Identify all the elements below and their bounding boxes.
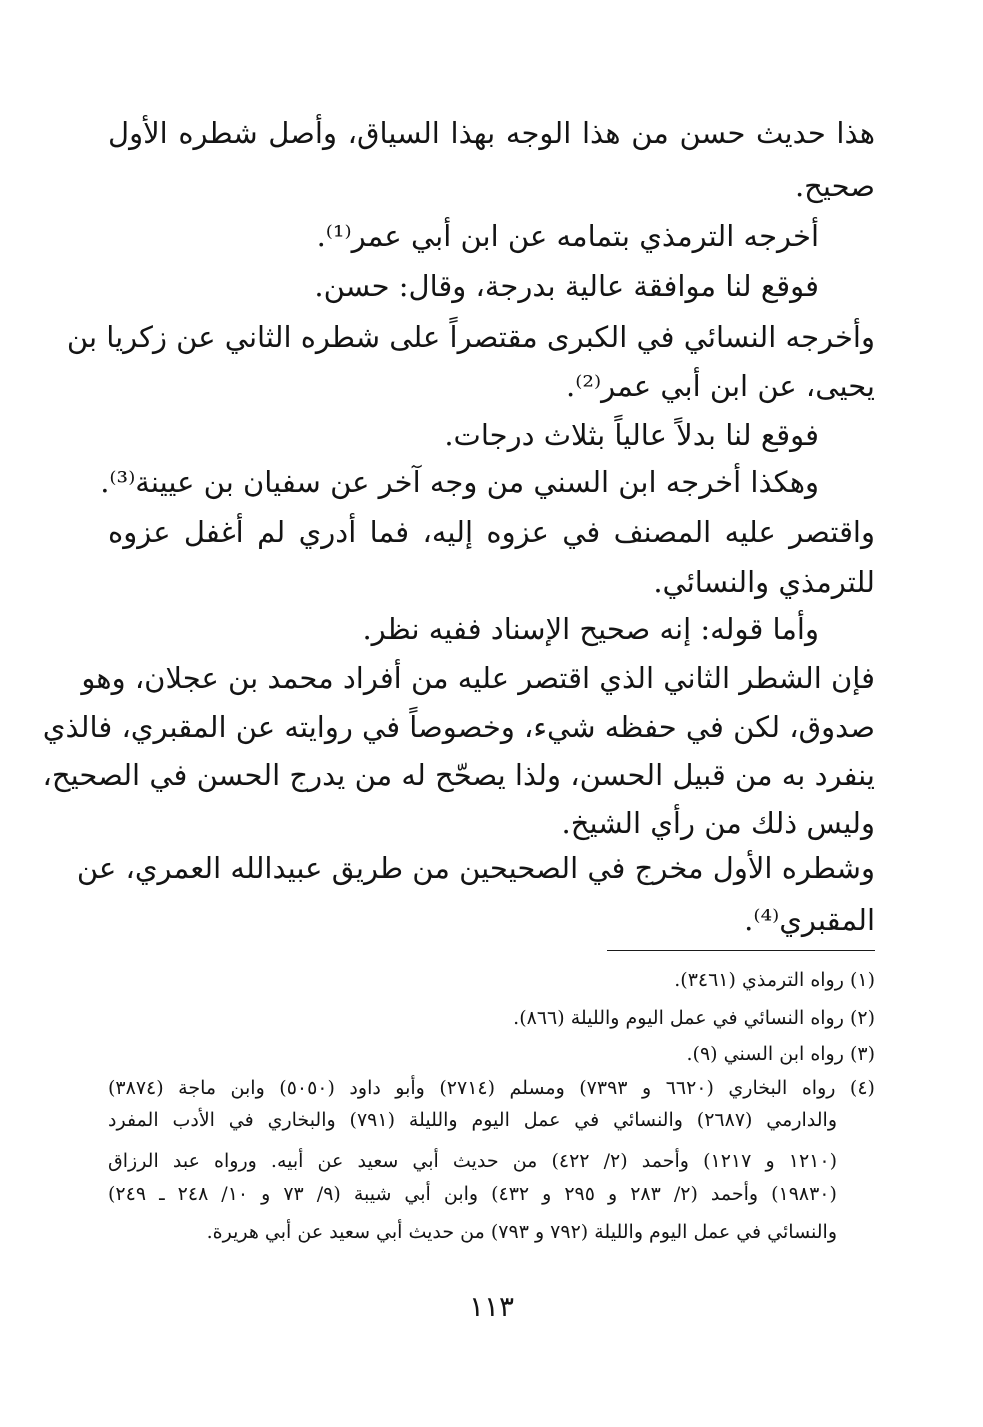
footnote-4-line-3: (١٢١٠ و ١٢١٧) وأحمد (٢/ ٤٢٢) من حديث أبي سعيد عن أبيه. ورواه عبد الرزاق <box>108 1150 837 1172</box>
footnote-separator <box>607 950 875 951</box>
body-line-8: وهكذا أخرجه ابن السني من وجه آخر عن سفيان بن عيينة⁽³⁾. <box>100 465 819 499</box>
body-line-11: وأما قوله: إنه صحيح الإسناد ففيه نظر. <box>362 612 819 646</box>
footnote-2: (٢) رواه النسائي في عمل اليوم والليلة (٨٦٦). <box>513 1007 875 1029</box>
footnote-3: (٣) رواه ابن السني (٩). <box>686 1043 875 1065</box>
body-line-3: أخرجه الترمذي بتمامه عن ابن أبي عمر⁽¹⁾. <box>316 219 819 253</box>
body-line-4: فوقع لنا موافقة عالية بدرجة، وقال: حسن. <box>314 269 819 303</box>
body-line-6: يحيى، عن ابن أبي عمر⁽²⁾. <box>565 369 875 403</box>
body-line-14: ينفرد به من قبيل الحسن، ولذا يصحّح له من يدرج الحسن في الصحيح، <box>42 758 875 792</box>
body-line-16: وشطره الأول مخرج في الصحيحين من طريق عبيدالله العمري، عن <box>76 851 875 885</box>
body-line-15: وليس ذلك من رأي الشيخ. <box>561 806 875 840</box>
body-line-9: واقتصر عليه المصنف في عزوه إليه، فما أدري لم أغفل عزوه <box>108 515 875 549</box>
footnote-4-line-2: والدارمي (٢٦٨٧) والنسائي في عمل اليوم والليلة (٧٩١) والبخاري في الأدب المفرد <box>108 1109 837 1131</box>
body-line-5: وأخرجه النسائي في الكبرى مقتصراً على شطره الثاني عن زكريا بن <box>66 320 875 354</box>
body-line-12: فإن الشطر الثاني الذي اقتصر عليه من أفراد محمد بن عجلان، وهو <box>81 661 875 695</box>
body-line-1: هذا حديث حسن من هذا الوجه بهذا السياق، وأصل شطره الأول <box>108 116 875 150</box>
body-line-10: للترمذي والنسائي. <box>653 565 875 599</box>
body-line-17: المقبري⁽⁴⁾. <box>744 903 875 937</box>
footnote-4-line-4: (١٩٨٣٠) وأحمد (٢/ ٢٨٣ و ٢٩٥ و ٤٣٢) وابن أبي شيبة (٩/ ٧٣ و ١٠/ ٢٤٨ ـ ٢٤٩) <box>108 1183 837 1205</box>
body-line-7: فوقع لنا بدلاً عالياً بثلاث درجات. <box>444 418 819 452</box>
footnote-4-line-5: والنسائي في عمل اليوم والليلة (٧٩٢ و ٧٩٣) من حديث أبي سعيد عن أبي هريرة. <box>206 1221 837 1243</box>
page-number: ١١٣ <box>468 1290 515 1323</box>
footnote-1: (١) رواه الترمذي (٣٤٦١). <box>674 969 875 991</box>
footnote-4-line-1: (٤) رواه البخاري (٦٦٢٠ و ٧٣٩٣) ومسلم (٢٧١٤) وأبو داود (٥٠٥٠) وابن ماجة (٣٨٧٤) <box>108 1077 875 1099</box>
body-line-2: صحيح. <box>794 169 875 203</box>
body-line-13: صدوق، لكن في حفظه شيء، وخصوصاً في روايته عن المقبري، فالذي <box>42 710 875 744</box>
